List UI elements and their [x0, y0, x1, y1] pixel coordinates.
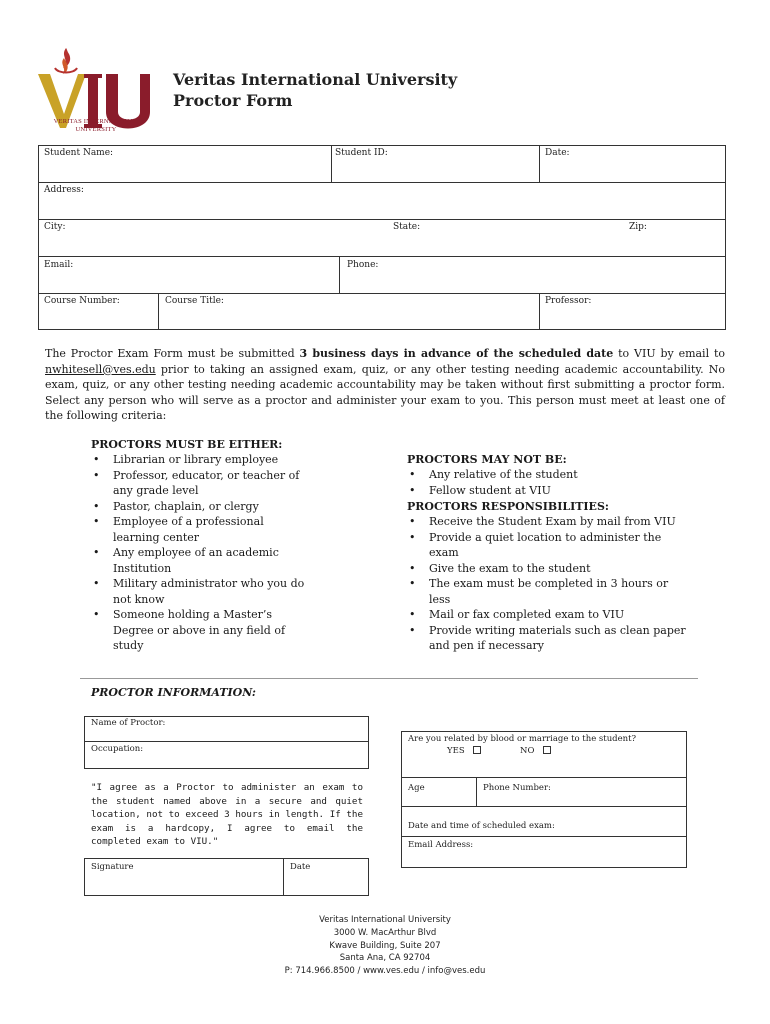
email-address-field[interactable]: Email Address:	[408, 840, 474, 850]
phone-field[interactable]: Phone:	[347, 260, 379, 270]
proctors-may-not-heading: PROCTORS MAY NOT BE:	[407, 453, 567, 466]
contact-email-link[interactable]: nwhitesell@ves.edu	[45, 362, 156, 376]
proctor-agreement: "I agree as a Proctor to administer an exam to the student named above in a secure and quiet location, not to exceed 3 hours in length. If the exam is a hardcopy, I agree to email the completed exam to VIU."	[91, 782, 363, 847]
footer-city: Santa Ana, CA 92704	[339, 953, 431, 964]
yes-checkbox-icon[interactable]	[473, 746, 481, 754]
list-item: • Give the exam to the student	[407, 561, 687, 577]
student-id-field[interactable]: Student ID:	[335, 148, 388, 158]
list-item: • Employee of a professional learning center	[91, 514, 311, 545]
professor-field[interactable]: Professor:	[545, 296, 592, 306]
date-field[interactable]: Date:	[545, 148, 570, 158]
proctors-responsibilities-list	[407, 514, 687, 654]
proctors-must-list	[91, 452, 311, 654]
list-item: • Provide writing materials such as clean paper and pen if necessary	[407, 623, 687, 654]
deadline-emphasis: 3 business days in advance of the scheduled date	[299, 347, 614, 360]
related-yes-option[interactable]: YES	[447, 746, 481, 756]
student-name-field[interactable]: Student Name:	[44, 148, 114, 158]
list-item: • Receive the Student Exam by mail from VIU	[407, 514, 687, 530]
zip-field[interactable]: Zip:	[629, 222, 647, 232]
logo-caption: VERITAS INTERNATIONAL UNIVERSITY	[53, 118, 139, 133]
form-title: Proctor Form	[173, 91, 293, 110]
signature-date-field[interactable]: Date	[290, 862, 311, 872]
phone-number-field[interactable]: Phone Number:	[483, 783, 551, 793]
related-no-option[interactable]: NO	[520, 746, 551, 756]
list-item: • The exam must be completed in 3 hours or less	[407, 576, 687, 607]
list-item: • Mail or fax completed exam to VIU	[407, 607, 687, 623]
section-divider	[80, 678, 698, 679]
proctors-may-not-list	[407, 467, 697, 498]
proctors-responsibilities-heading: PROCTORS RESPONSIBILITIES:	[407, 500, 609, 513]
course-number-field[interactable]: Course Number:	[44, 296, 120, 306]
university-name: Veritas International University	[173, 70, 458, 89]
list-item: • Pastor, chaplain, or clergy	[91, 499, 311, 515]
proctor-info-heading: PROCTOR INFORMATION:	[91, 686, 256, 699]
signature-field[interactable]: Signature	[91, 862, 134, 872]
email-field[interactable]: Email:	[44, 260, 74, 270]
intro-paragraph: The Proctor Exam Form must be submitted 3 business days in advance of the scheduled date to VIU by email to nwhitesell@ves.edu prior to taking an assigned exam, quiz, or any other testing needing academic accountability. No exam, quiz, or any other testing needing academic accountability may be taken without first submitting a proctor form. Select any person who will serve as a proctor and administer your exam to you. This person must meet at least one of the following criteria:	[45, 347, 726, 422]
city-field[interactable]: City:	[44, 222, 66, 232]
student-info-grid	[38, 145, 726, 330]
list-item: • Any employee of an academic Institution	[91, 545, 311, 576]
no-checkbox-icon[interactable]	[543, 746, 551, 754]
age-field[interactable]: Age	[408, 783, 425, 793]
footer-contact: P: 714.966.8500 / www.ves.edu / info@ves.edu	[284, 966, 486, 977]
list-item: • Fellow student at VIU	[407, 483, 697, 499]
address-field[interactable]: Address:	[44, 185, 84, 195]
name-of-proctor-field[interactable]: Name of Proctor:	[91, 718, 166, 728]
list-item: • Someone holding a Master’s Degree or above in any field of study	[91, 607, 311, 654]
list-item: • Military administrator who you do not know	[91, 576, 311, 607]
related-question: Are you related by blood or marriage to the student?	[408, 734, 637, 744]
footer-university: Veritas International University	[319, 915, 451, 925]
course-title-field[interactable]: Course Title:	[165, 296, 224, 306]
proctors-must-heading: PROCTORS MUST BE EITHER:	[91, 438, 283, 451]
list-item: • Any relative of the student	[407, 467, 697, 483]
list-item: • Professor, educator, or teacher of any grade level	[91, 468, 311, 499]
footer-address	[0, 914, 770, 978]
footer-street: 3000 W. MacArthur Blvd	[333, 927, 437, 938]
exam-datetime-field[interactable]: Date and time of scheduled exam:	[408, 821, 555, 831]
list-item: • Librarian or library employee	[91, 452, 311, 468]
occupation-field[interactable]: Occupation:	[91, 744, 144, 754]
list-item: • Provide a quiet location to administer the exam	[407, 530, 687, 561]
footer-building: Kwave Building, Suite 207	[329, 940, 441, 951]
state-field[interactable]: State:	[393, 222, 421, 232]
